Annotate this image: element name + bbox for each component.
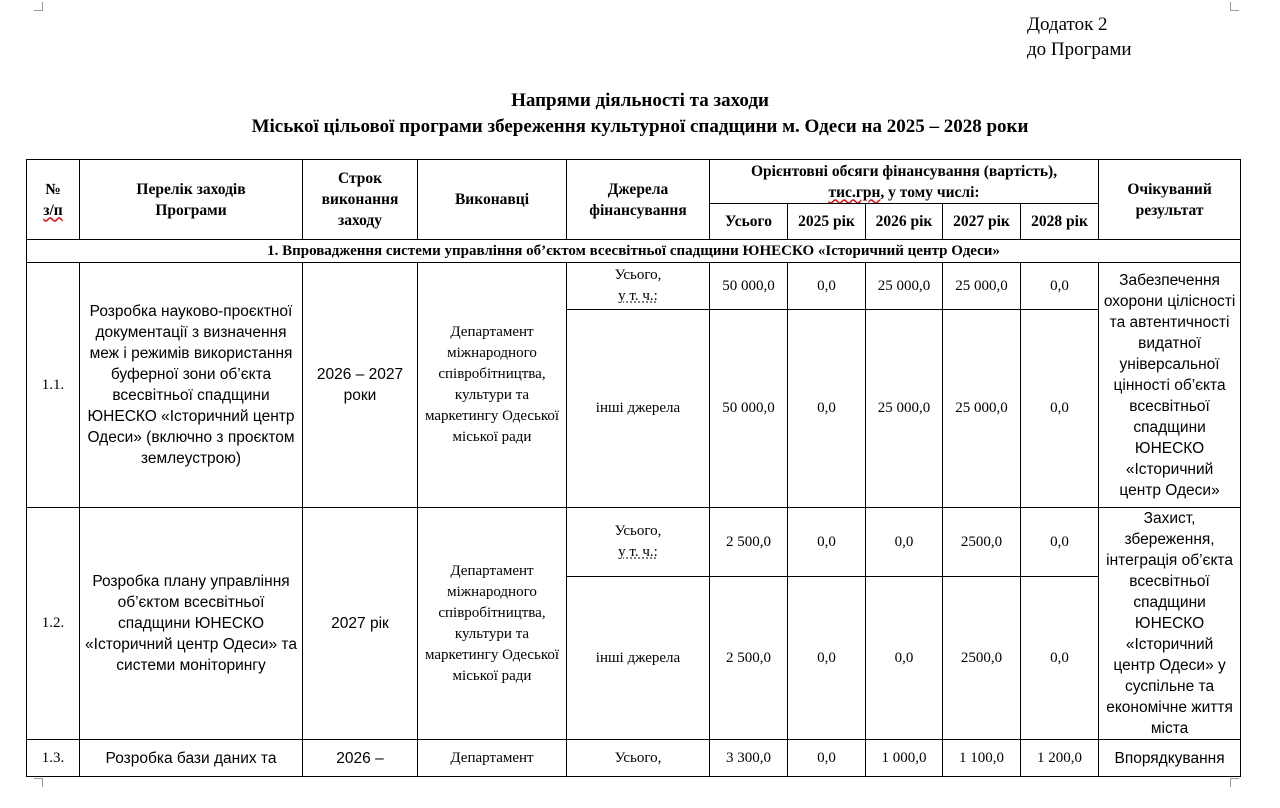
cell-2026: 1 000,0: [866, 740, 943, 777]
cell-2025: 0,0: [788, 577, 866, 740]
page-corner-mark: [1230, 778, 1239, 787]
source-label: Усього,: [614, 523, 662, 540]
title-line: Міської цільової програми збереження культурної спадщини м. Одеси на 2025 – 2028 роки: [251, 116, 1029, 137]
cell-total: 3 300,0: [710, 740, 788, 777]
source-label: у т. ч.:: [618, 544, 658, 561]
header-total: Усього: [710, 204, 788, 240]
header-sources: Джерела фінансування: [567, 160, 710, 240]
header-measures-line: Програми: [155, 201, 227, 219]
cell-2028: 0,0: [1021, 310, 1099, 508]
row-source-total: Усього,: [567, 740, 710, 777]
header-row: [27, 160, 1241, 204]
cell-2028: 0,0: [1021, 577, 1099, 740]
header-executors: Виконавці: [418, 160, 567, 240]
row-measure: Розробка бази даних та: [80, 740, 303, 777]
cell-2028: 0,0: [1021, 263, 1099, 310]
cell-total: 50 000,0: [710, 263, 788, 310]
row-term: 2027 рік: [303, 508, 418, 740]
cell-2028: 0,0: [1021, 508, 1099, 577]
row-source-other: інші джерела: [567, 577, 710, 740]
row-source-other: інші джерела: [567, 310, 710, 508]
appendix-line: до Програми: [1027, 39, 1132, 60]
page-corner-mark: [34, 778, 43, 787]
row-result: Впорядкування: [1099, 740, 1241, 777]
page-title: [0, 88, 1280, 140]
header-measures: [80, 160, 303, 240]
row-source-total: [567, 263, 710, 310]
header-result: Очікуваний результат: [1099, 160, 1241, 240]
cell-2027: 2500,0: [943, 508, 1021, 577]
header-funding: [710, 160, 1099, 204]
table-row: [27, 263, 1241, 310]
cell-2027: 25 000,0: [943, 310, 1021, 508]
header-year-2027: 2027 рік: [943, 204, 1021, 240]
row-term: 2026 –: [303, 740, 418, 777]
header-num: [27, 160, 80, 240]
appendix-note: [1027, 12, 1132, 62]
row-measure: Розробка плану управління об’єктом всесвітньої спадщини ЮНЕСКО «Історичний центр Одеси» та системи моніторингу: [80, 508, 303, 740]
cell-2027: 25 000,0: [943, 263, 1021, 310]
source-label: у т. ч.:: [618, 288, 658, 304]
page-corner-mark: [1230, 2, 1239, 11]
cell-total: 2 500,0: [710, 577, 788, 740]
header-term: Строк виконання заходу: [303, 160, 418, 240]
cell-2028: 1 200,0: [1021, 740, 1099, 777]
cell-2025: 0,0: [788, 310, 866, 508]
cell-total: 2 500,0: [710, 508, 788, 577]
section-title: 1. Впровадження системи управління об’єктом всесвітньої спадщини ЮНЕСКО «Історичний центр Одеси»: [27, 240, 1241, 263]
header-measures-line: Перелік заходів: [136, 180, 246, 198]
cell-2026: 25 000,0: [866, 263, 943, 310]
section-row: [27, 240, 1241, 263]
cell-2026: 25 000,0: [866, 310, 943, 508]
row-source-total: [567, 508, 710, 577]
program-measures-table: [26, 159, 1241, 777]
source-label: Усього,: [614, 267, 662, 283]
title-line: Напрями діяльності та заходи: [511, 90, 769, 111]
row-number: 1.1.: [27, 263, 80, 508]
header-funding-line: Орієнтовні обсяги фінансування (вартість),: [750, 162, 1058, 180]
row-number: 1.2.: [27, 508, 80, 740]
row-measure: Розробка науково-проєктної документації з визначення меж і режимів використання буферної зони об’єкта всесвітньої спадщини ЮНЕСКО «Історичний центр Одеси» (включно з проєктом землеустрою): [80, 263, 303, 508]
table-row: [27, 508, 1241, 577]
appendix-line: Додаток 2: [1027, 14, 1108, 35]
header-funding-rest: , у тому числі:: [880, 183, 980, 201]
header-year-2026: 2026 рік: [866, 204, 943, 240]
cell-2027: 2500,0: [943, 577, 1021, 740]
row-executor: Департамент: [418, 740, 567, 777]
row-term: 2026 – 2027 роки: [303, 263, 418, 508]
header-year-2028: 2028 рік: [1021, 204, 1099, 240]
header-num-symbol: №: [45, 180, 61, 198]
row-result: Захист, збереження, інтеграція об’єкта всесвітньої спадщини ЮНЕСКО «Історичний центр Одеси» у суспільне та економічне життя міста: [1099, 508, 1241, 740]
table-row: [27, 740, 1241, 777]
cell-2027: 1 100,0: [943, 740, 1021, 777]
cell-2025: 0,0: [788, 263, 866, 310]
row-executor: Департамент міжнародного співробітництва, культури та маркетингу Одеської міської ради: [418, 508, 567, 740]
cell-2026: 0,0: [866, 577, 943, 740]
cell-2025: 0,0: [788, 508, 866, 577]
header-year-2025: 2025 рік: [788, 204, 866, 240]
row-result: Забезпечення охорони цілісності та автентичності видатної універсальної цінності об’єкта всесвітньої спадщини ЮНЕСКО «Історичний центр Одеси»: [1099, 263, 1241, 508]
cell-2025: 0,0: [788, 740, 866, 777]
header-num-abbr: з/п: [43, 201, 63, 219]
cell-2026: 0,0: [866, 508, 943, 577]
row-executor: Департамент міжнародного співробітництва, культури та маркетингу Одеської міської ради: [418, 263, 567, 508]
row-number: 1.3.: [27, 740, 80, 777]
header-funding-unit: тис.грн: [828, 183, 881, 201]
cell-total: 50 000,0: [710, 310, 788, 508]
page-corner-mark: [34, 2, 43, 11]
